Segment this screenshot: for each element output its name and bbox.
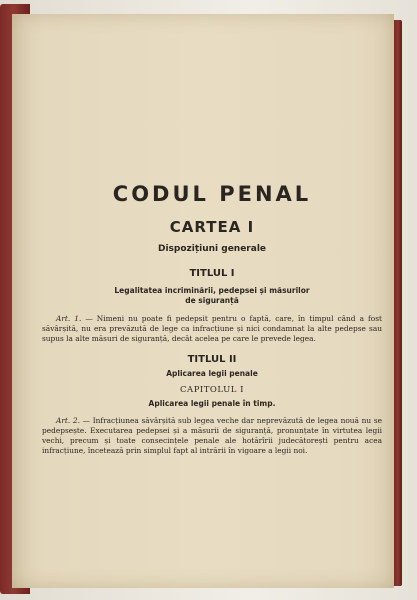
article-2 bbox=[42, 416, 382, 456]
article-1 bbox=[42, 314, 382, 344]
title-2-heading: TITLUL II bbox=[187, 354, 237, 365]
title-1-heading: TITLUL I bbox=[189, 268, 235, 279]
title-2-subheading: Aplicarea legii penale bbox=[166, 369, 258, 378]
chapter-heading: CAPITOLUL I bbox=[180, 385, 244, 395]
article-1-text: — Nimeni nu poate fi pedepsit pentru o faptă, care, în timpul când a fost săvârșită, nu era prevăzută de lege ca infracțiune și nici condamnat la alte pedepse sau supus la alte măsuri de siguranță, decât acelea pe care le prevede legea. bbox=[42, 314, 382, 343]
article-1-label: Art. 1. bbox=[56, 314, 82, 323]
code-title: CODUL PENAL bbox=[112, 182, 312, 206]
title-1-subheading-line1: Legalitatea incriminării, pedepsei și măsurilor bbox=[114, 286, 310, 295]
title-1-subheading-line2: de siguranță bbox=[185, 296, 239, 305]
page-content bbox=[42, 182, 382, 463]
book-subtitle: Dispozițiuni generale bbox=[157, 244, 267, 254]
article-2-text: — Infracțiunea săvârșită sub legea veche dar neprevăzută de legea nouă nu se pedepsește. Executarea pedepsei și a măsurii de siguranță, pronunțate în virtutea legii vechi, precum și toate consecințele penale ale hotărîrii judecătorești pentru acea infracțiune, încetează prin simplul fapt al intrării în vigoare a legii noi. bbox=[42, 416, 383, 455]
article-2-label: Art. 2. bbox=[56, 416, 80, 425]
chapter-subheading: Aplicarea legii penale în timp. bbox=[148, 399, 276, 408]
title-1-subheading bbox=[42, 286, 382, 306]
book-title: CARTEA I bbox=[169, 218, 255, 236]
